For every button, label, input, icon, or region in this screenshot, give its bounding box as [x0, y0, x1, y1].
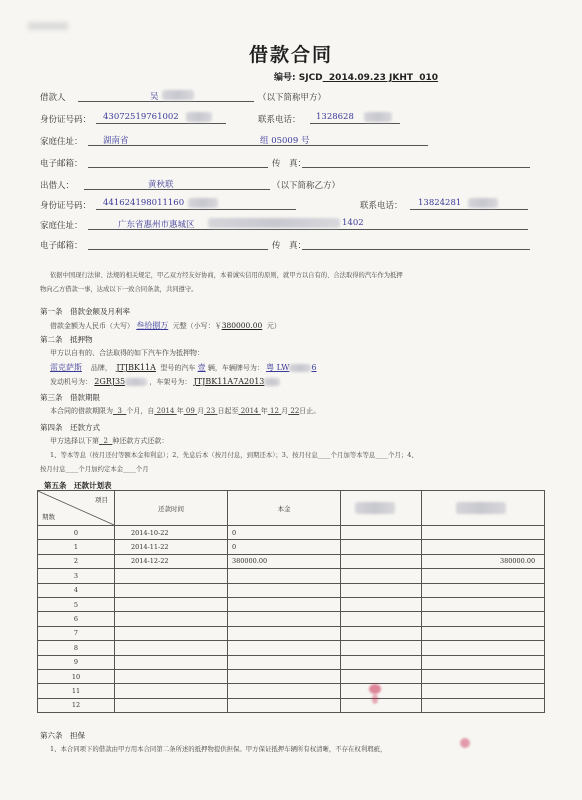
blank-cell: [341, 597, 422, 611]
lender-id-value: 441624198011160: [103, 198, 185, 208]
borrower-name: 吴: [150, 92, 159, 102]
time-cell: [115, 655, 228, 669]
lender-name: 黄秋联: [148, 180, 174, 190]
vin-number: JTJBK11A7A2013: [193, 377, 265, 386]
time-cell: [115, 626, 228, 640]
lender-address-detail: 1402: [342, 218, 364, 228]
article-2-vehicle: 雷克萨斯 品牌， JTJBK11A 型号的汽车 壹 辆，车辆牌号为： 粤 LW 6: [50, 363, 317, 372]
total-cell: [422, 641, 545, 655]
article-4-title: 第四条 还款方式: [40, 423, 100, 432]
lender-fax-label: 传 真：: [272, 241, 307, 251]
blank-cell: [341, 698, 422, 712]
principal-cell: [228, 684, 341, 698]
table-row: [38, 698, 545, 712]
time-cell: [115, 669, 228, 683]
time-cell: [115, 684, 228, 698]
vehicle-plate: 粤 LW: [266, 363, 290, 372]
lender-email-label: 电子邮箱：: [40, 241, 83, 251]
table-row: [38, 669, 545, 683]
blank-cell: [341, 526, 422, 540]
header-period: 期数: [42, 513, 55, 521]
total-cell: [422, 569, 545, 583]
total-cell: [422, 540, 545, 554]
blank-cell: [341, 669, 422, 683]
total-cell: [422, 597, 545, 611]
period-cell: 10: [38, 669, 115, 683]
blank-cell: [341, 626, 422, 640]
time-cell: [115, 612, 228, 626]
table-row: [38, 684, 545, 698]
period-cell: 3: [38, 569, 115, 583]
article-2-intro: 甲方以自有的、合法取得的如下汽车作为抵押物：: [50, 349, 204, 357]
borrower-address-detail: 组 05009 号: [260, 136, 310, 146]
table-row: [38, 626, 545, 640]
article-4-line-1: 1、等本等息（按月还付等额本金和利息）；2、先息后本（按月付息，到期还本）；3、按月付息____个月加等本等息____个月；4、: [50, 451, 418, 459]
article-2-engine: 发动机号为： 2GRJ35 ，车架号为： JTJBK11A7A2013: [50, 376, 280, 388]
amount-number: 380000.00: [221, 321, 263, 330]
principal-cell: [228, 569, 341, 583]
table-row: [38, 612, 545, 626]
principal-cell: [228, 655, 341, 669]
borrower-id-label: 身份证号码：: [40, 115, 92, 125]
scan-mark: [28, 22, 68, 30]
time-cell: 2014-10-22: [115, 526, 228, 540]
borrower-address-label: 家庭住址：: [40, 137, 83, 147]
principal-cell: [228, 626, 341, 640]
table-row: [38, 540, 545, 554]
article-4-line-2: 按月付息____个月加约定本金____个月: [40, 465, 149, 473]
page-title: 借款合同: [248, 44, 333, 66]
blank-cell: [341, 554, 422, 568]
red-ink-stamp: [369, 684, 381, 694]
principal-cell: 380000.00: [228, 554, 341, 568]
principal-cell: [228, 641, 341, 655]
article-3-title: 第三条 借款期限: [40, 393, 100, 402]
total-cell: [422, 583, 545, 597]
header-time: 还款时间: [115, 491, 228, 526]
borrower-label: 借款人: [40, 93, 66, 103]
lender-address-label: 家庭住址：: [40, 221, 83, 231]
vehicle-count: 壹: [197, 363, 206, 372]
article-2-title: 第二条 抵押物: [40, 335, 93, 344]
time-cell: [115, 641, 228, 655]
amount-words: 叁拾捌万: [136, 321, 169, 330]
total-cell: 380000.00: [422, 554, 545, 568]
lender-address-value: 广东省惠州市惠城区: [118, 220, 195, 230]
blank-cell: [341, 540, 422, 554]
time-cell: [115, 698, 228, 712]
blank-cell: [341, 641, 422, 655]
preamble-line-1: 依据中国现行法律、法规的相关规定，甲乙双方经友好协商，本着诚实信用的原则，就甲方以自有的、合法取得的汽车作为抵押: [50, 272, 403, 279]
period-cell: 5: [38, 597, 115, 611]
principal-cell: [228, 669, 341, 683]
period-cell: 7: [38, 626, 115, 640]
blank-cell: [341, 569, 422, 583]
time-cell: 2014-11-22: [115, 540, 228, 554]
borrower-email-label: 电子邮箱：: [40, 159, 83, 169]
borrower-address-value: 湖南省: [103, 136, 129, 146]
borrower-phone-label: 联系电话：: [258, 115, 301, 125]
engine-number: 2GRJ35: [94, 377, 126, 386]
article-5-title: 第五条 还款计划表: [44, 481, 112, 490]
lender-suffix: （以下简称乙方）: [272, 181, 341, 191]
blank-cell: [341, 655, 422, 669]
article-6-text: 1、本合同项下的借款由甲方用本合同第二条所述的抵押物提供担保。甲方保证抵押车辆所有权清晰，不存在权利瑕疵，: [50, 745, 387, 753]
header-principal: 本金: [228, 491, 341, 526]
contract-number: 编号: SJCD 2014.09.23 JKHT 010: [274, 73, 439, 83]
lender-phone-label: 联系电话：: [360, 201, 403, 211]
blank-cell: [341, 684, 422, 698]
time-cell: [115, 597, 228, 611]
table-row: [38, 569, 545, 583]
blank-cell: [341, 612, 422, 626]
borrower-phone-value: 1328628: [316, 112, 354, 122]
article-3-text: 本合同的借款期限为 3 个月，自 2014 年 09 月 23 日起至 2014 年 12 月 22日止。: [50, 407, 321, 415]
table-row: [38, 583, 545, 597]
principal-cell: [228, 583, 341, 597]
period-cell: 8: [38, 641, 115, 655]
period-cell: 2: [38, 554, 115, 568]
period-cell: 0: [38, 526, 115, 540]
lender-id-label: 身份证号码：: [40, 201, 92, 211]
period-cell: 6: [38, 612, 115, 626]
total-cell: [422, 626, 545, 640]
period-cell: 4: [38, 583, 115, 597]
principal-cell: [228, 612, 341, 626]
total-cell: [422, 655, 545, 669]
table-row: [38, 597, 545, 611]
period-cell: 12: [38, 698, 115, 712]
borrower-fax-label: 传 真：: [272, 159, 307, 169]
table-row: [38, 554, 545, 568]
principal-cell: [228, 597, 341, 611]
vehicle-model: JTJBK11A: [116, 363, 156, 372]
table-row: [38, 655, 545, 669]
lender-phone-value: 13824281: [418, 198, 462, 208]
table-row: [38, 641, 545, 655]
repayment-schedule-table: [37, 490, 545, 713]
header-item: 项目: [95, 496, 108, 504]
article-1-text: 借款金额为人民币（大写） 叁拾捌万 元整（小写：￥380000.00 元）: [50, 321, 281, 330]
borrower-suffix: （以下简称甲方）: [258, 93, 327, 103]
borrower-id-value: 43072519761002: [103, 112, 179, 122]
article-6-title: 第六条 担保: [40, 731, 85, 740]
principal-cell: 0: [228, 526, 341, 540]
total-cell: [422, 669, 545, 683]
vehicle-brand: 雷克萨斯: [50, 363, 82, 372]
principal-cell: [228, 698, 341, 712]
header-period-item: [38, 491, 115, 526]
time-cell: 2014-12-22: [115, 554, 228, 568]
preamble-line-2: 物向乙方借款一事，达成以下一致合同条款，共同遵守。: [40, 286, 198, 293]
period-cell: 11: [38, 684, 115, 698]
lender-label: 出借人：: [40, 181, 75, 191]
period-cell: 1: [38, 540, 115, 554]
total-cell: [422, 612, 545, 626]
total-cell: [422, 526, 545, 540]
principal-cell: 0: [228, 540, 341, 554]
table-row: [38, 526, 545, 540]
article-4-choice: 甲方选择以下第 2 种还款方式还款：: [50, 437, 169, 445]
blank-cell: [341, 583, 422, 597]
period-cell: 9: [38, 655, 115, 669]
time-cell: [115, 583, 228, 597]
total-cell: [422, 684, 545, 698]
time-cell: [115, 569, 228, 583]
total-cell: [422, 698, 545, 712]
article-1-title: 第一条 借款金额及月利率: [40, 307, 130, 316]
